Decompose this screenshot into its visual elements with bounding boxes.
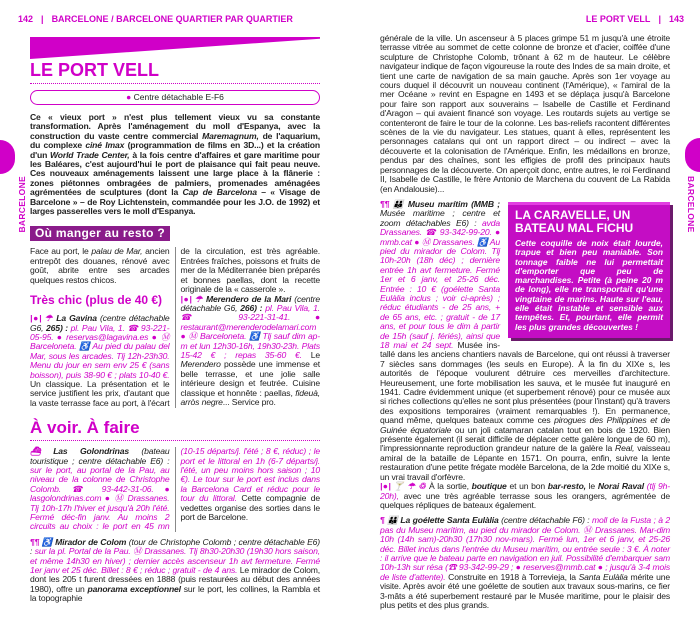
text-run: Museu marítim (MMB ; [407,198,500,209]
text-run: (centre détachable G6, [180,293,320,313]
text-run: Un classique. La présentation et le service justifient les prix, d'autant que la vaste terrasse face au port, à l'écart de la circulation, est très agréable. Entrées fraîches, poissons et fruits de mer de la Méditerranée bien préparés et bonnes paellas, dont la recette originale de la « casserole ». [30,246,320,408]
text-run: |●| 🍸 ☂ ♲ [380,481,429,492]
page-number: 143 [668,14,684,24]
text-run: Le mirador de Colom, dont les 205 t furent dressées en 1888 (puis restaurées au début des années 1980), offre un [30,565,320,594]
title-banner [30,37,320,59]
text-run: ... Service pro. [222,396,276,407]
text-run: et un bon [506,481,548,492]
map-reference-text: Centre détachable E-F6 [133,92,224,102]
text-run: Musée ins- [453,340,500,350]
text-run: Mirador de Colom [55,536,127,547]
text-run: ) : [59,322,71,333]
sidebar-box-title: LA CARAVELLE, UN BATEAU MAL FICHU [515,207,634,235]
divider [30,440,320,441]
text-run: (bateau touristique ; centre détachable E6) : [30,446,170,466]
boutique-paragraph [380,482,670,510]
text-run: moll de la Fusta ; à 2 pas du Museu marítim, au pied du mirador de Colom. Ⓜ Drassanes. Mar-dim 10h (14h sam)-20h30 (17h30 nov-mars). Fermé lun, 1er et 6 janv, et 25-26 déc. Billet inclus dans l'entrée du Museu marítim, ou entrée seule : 3 €. À noter : il arrive que le bateau parte en navigation en juil. Possibilité d'embarquer sam 10h-13h sur résa (☎ 93-342-99-29 ; ● reserves@mmb.cat ● ; jusqu'à 3-4 mois de liste d'attente). [380,515,670,582]
text-run: générale de la ville. Un ascenseur à 5 places grimpe 51 m jusqu'à une étroite terrasse vitrée au sommet de cette colonne de bronze et d'acier, coiffée d'une sculpture de Christophe Colomb, trônant à 62 m de hauteur. Le célèbre navigateur indique de façon vigoureuse la route des Indes de sa main droite, et tient une carte de navigation de sa main gauche. Après son 1er voyage au cours duquel il découvrit un nouveau continent (l'Amérique), « l'amiral de la mer Océane » revint en Espagne en 1493 et se déplaça jusqu'à Barcelone pour faire son rapport aux souverains – Isabelle de Castille et Ferdinand d'Aragon – qui avaient financé son voyage. Les routards sujets au vertige se contenteront de faire le tour de la colonne. Les bas-reliefs racontent différentes scènes de la vie du navigateur. Les statues, quant à elles, représentent les personnages catalans qui ont un rapport direct – ou indirect – avec la découverte et la colonisation de l'Amérique. Enfin, les médaillons en bronze, pendus par des chaînes, sont les effigies de profil des principaux hauts personnages de la découverte. On aperçoit donc, entre autres, le roi Ferdinand II, Isabelle de Castille, le frère Antonio de Marchena du couvent de La Rabida (en Andalousie)... [380,33,670,194]
sidebar-box-body: Cette coquille de noix était lourde, trapue et bien peu maniable. Son tonnage faible ne lui permettait d'emporter que peu de marchandises. Petite (à peine 20 m de long), elle ne transportait qu'une vingtaine de marins. Haute sur l'eau, elle était instable et sensible aux tempêtes. Et, pourtant, elle permit les plus grandes découvertes ! [515,237,663,332]
listing-goelette [380,516,670,610]
text-run: Le [301,349,320,360]
text-run: mérite une visite. Après avoir été une goélette de soutien aux travaux sous-marins, ce fier 3-mâts a été superbement restauré par le Musée maritime, pour le plaisir des plus petits et des plus grands. [380,571,670,610]
text-run: ciné Imax [85,140,125,151]
text-run: Face au port, le [30,246,92,257]
text-run: À la sortie, [428,481,472,492]
text-run: 265 [46,322,60,333]
side-tab-label: BARCELONE [686,176,696,233]
text-run: (tlj 9h-20h), [380,481,670,501]
text-run: tallé dans les anciens chantiers navals de Barcelone, qui ont réussi à traverser 7 siècles sans dommages (les seuls en Europe). À la fin du XIXe s, les autorités de l'époque voulurent détruire ces merveilles d'architecture. Heureusement, une forte mobilisation les sauva, et le musée fut inauguré en 1941. Cadre évidemment unique (et superbement rénové) pour ce musée aux si riches collections qu'elles ne sont plus présentées (pour l'instant) qu'à travers des expositions temporaires (vraiment remarquables !). En permanence, quand même, quelques bateaux comme ces [380,349,670,426]
text-run: (centre détachable G6, [30,313,170,333]
resto-columns [30,247,320,408]
text-run: ancien entrepôt des douanes, rénové avec goût, abrite entre ses arcades quelques restos chicos. [30,246,170,285]
sidebar-box [508,202,670,338]
text-run: avda Drassanes. ☎ 93-342-99-20. ● mmb.cat ● Ⓜ Drassanes. ♿ Au pied du mirador de Colom. Tlj 10h-20h (18h déc) ; dernière entrée 1h avt fermeture. Fermé 1er et 6 janv, et 25-26 déc. Entrée : 10 € (goélette Santa Eulàlia inclus ; voir ci-après) ; réduc étudiants - de 25 ans, + de 65 ans, etc. ; gratuit - de 17 ans, et pour tous le dim à partir de 15h (sauf j. fériés), ainsi que 18 mai et 24 sept. [380,217,500,350]
text-run: sur la pl. Portal de la Pau. Ⓜ Drassanes. Tlj 8h30-20h30 (19h30 hors saison, et même 14h30 en hiver) ; dernier accès ascenseur 1h avt fermeture. Fermé 1er janv et 25 déc. Billet : 8 € ; réduc ; gratuit - de 4 ans. [30,546,320,576]
running-head: BARCELONE / BARCELONE QUARTIER PAR QUARTIER [51,14,293,24]
text-run: vaisseau amiral de la bataille de Lépante en 1571. On pourra, enfin, suivre la lente restauration d'une petite frégate modèle Barcelona, de la 2de moitié du XIXe s, un vrai travail d'orfèvre. [380,443,670,482]
text-run: à la fois centre d'affaires et gare maritime pour les Baléares, c'est aujourd'hui le port de plaisance qui fait peau neuve. Ces nouveaux aménagements laissent une large place à la flânerie : zones piétonnes ombragées de palmiers, promenades aménagées agrémentées de sculptures (dont la [30,149,320,198]
museu-description [380,349,670,481]
page-title: LE PORT VELL [30,60,160,80]
text-run: World Trade Center, [49,149,130,160]
text-run: (centre détachable F6) : [498,515,593,526]
text-run: Ce « vieux port » n'est plus tellement vieux vu sa constante transformation. Après l'aménagement du moll d'Espanya, avec la construction du vaste centre commercial [30,112,320,141]
text-run: avec une très agréable terrasse sous les orangers, agrémentée de quelques répliques de bateaux également. [380,490,670,510]
text-run: ¶¶ 👪 [380,198,408,209]
text-run: Santa Eulàlia [578,571,628,582]
text-run: ⛴ [30,446,54,457]
listing-mirador [30,538,320,604]
text-run: palau de Mar, [91,246,143,257]
see-columns [30,447,320,532]
divider [30,83,320,84]
text-run: bar-resto, [547,481,586,492]
text-run: panorama exceptionnel [87,583,181,594]
listing-merendero [181,295,321,408]
text-run: Construite en 1918 à Torrevieja, la [445,571,579,582]
text-run: boutique [471,481,507,492]
see-heading: À voir. À faire [30,418,140,438]
map-reference: ● Centre détachable E-F6 [30,90,320,105]
side-tab-label: BARCELONE [17,176,27,233]
resto-heading: Où manger au resto ? [30,226,170,241]
text-run: de l'aquarium, du complexe [30,130,320,151]
museu-section [380,200,670,482]
thumb-tab-left [0,140,15,174]
text-run: La goélette Santa Eulàlia [400,515,499,526]
left-page [18,0,321,614]
right-page [380,0,684,620]
text-run: Real, [615,443,635,454]
text-run: sur le port, les collines, la Rambla et la topographie [30,583,321,604]
text-run: ) : [254,302,266,313]
price-heading: Très chic (plus de 40 €) [30,293,163,308]
text-run: Norai Raval [597,481,645,492]
left-running-header: 142 | BARCELONE / BARCELONE QUARTIER PAR QUARTIER [18,14,293,24]
text-run: ¶ 👪 [380,515,401,526]
text-run: ou un joli catamaran catalan tout en bois de 1920. Bien présente également (il serait difficile de déplacer cette galère longue de 60 m), l'impressionnante reproduction grandeur nature de la galère la [380,424,670,454]
text-run: – « Visage de Barcelone » – de Roy Lichtenstein, commandée pour les J.O. de 1992) et larges passerelles vers le moll d'Espanya. [30,187,321,217]
text-run: Merendero [180,359,221,370]
listing-golondrinas [30,447,320,532]
text-run: (programmation de films en 3D...) et la création d'un [30,140,320,160]
mirador-continued [380,34,670,194]
text-run: sur le port, au portal de la Pau, au niveau de la colonne de Christophe Colomb. ☎ 93-442-31-06. ● lasgolondrinas.com ● Ⓜ Drassanes. Tlj 10h-17h l'hiver et jusqu'à 20h l'été. Fermé déc-fin janv. Au moins 2 circuits au choix : le port en 45 mn (10-15 départs/j. l'été ; 8 €, réduc) ; le port et le littoral en 1h (6-7 départs/j. l'été, un peu moins hors saison ; 10 €). Le tour sur le port est inclus dans la Barcelona Card et réduc pour le tour du littoral. [30,446,320,532]
text-run: Las Golondrinas [53,446,129,457]
text-run: Cette compagnie de vedettes organise des sorties dans le port de Barcelone. [180,493,320,522]
page-number: 142 [18,14,34,24]
text-run: le [585,481,598,492]
text-run: pl. Pau Vila, 1. ☎ 93-221-31-41. ● restaurant@merenderodelamari.com ● Ⓜ Barceloneta. ♿ Tlj sauf dim ap-m et lun 12h30-16h, 19h30-23h. Plats 15-42 € ; repas 35-60 €. [180,302,320,360]
text-run: La Gavina [56,313,97,324]
text-run: |●| ☂ [30,313,57,324]
intro-paragraph [30,113,320,216]
text-run: pirogues des Philippines et de Guinée équatoriale [380,415,670,435]
listing-museu-maritim [380,199,500,350]
text-run: fideuà, arròs negre [180,387,320,407]
text-run: pl. Pau Vila, 1. ☎ 93-221-05-95. ● reservas@lagavina.es ● Ⓜ Barceloneta. ♿ Au pied du palau del Mar, sous les arcades. Tlj 12h-23h30. Menu du jour en sem env 25 € (sans boisson), puis 38-90 € ; plats 10-40 €. [30,322,170,380]
text-run: Musée maritime ; centre et zoom détachables E6) : [380,208,500,228]
text-run: (tour de Christophe Colomb ; centre détachable E6) : [30,536,320,557]
text-run: |●| ☂ [180,293,206,304]
text-run: Merendero de la Mari [205,293,292,304]
text-run: Cap de Barcelona [182,187,257,198]
running-head: LE PORT VELL [585,14,651,24]
text-run: 266 [240,302,255,313]
resto-intro [30,247,170,285]
text-run: possède une immense et belle terrasse, et une jolie salle intérieure design et feutrée. Cuisine classique et honnête : paellas, [180,359,320,398]
text-run: ¶¶ ♿ [30,536,56,547]
thumb-tab-right [685,138,700,172]
text-run: Maremagnum, [202,130,259,141]
right-running-header: LE PORT VELL | 143 [585,14,684,24]
